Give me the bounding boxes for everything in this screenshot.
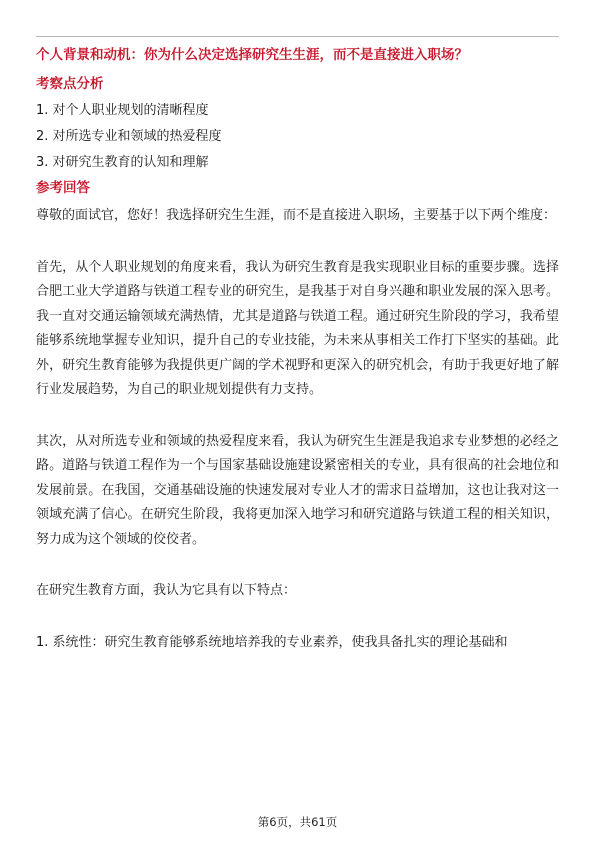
paragraph-gap	[36, 552, 559, 579]
answer-paragraph: 在研究生教育方面，我认为它具有以下特点：	[36, 583, 297, 598]
answer-heading: 参考回答	[36, 180, 90, 196]
answer-paragraph: 1. 系统性：研究生教育能够系统地培养我的专业素养，使我具备扎实的理论基础和	[36, 634, 508, 650]
paragraph-gap	[36, 403, 559, 430]
paragraph-gap	[36, 604, 559, 631]
answer-paragraph: 其次，从对所选专业和领域的热爱程度来看，我认为研究生生涯是我追求专业梦想的必经之路。道路与铁道工程作为一个与国家基础设施建设紧密相关的专业，具有很高的社会地位和发展前景。在我国，交通基础设施的快速发展对专业人才的需求日益增加，这也让我对这一领域充满了信心。在研究生阶段，我将更加深入地学习和研究道路与铁道工程的相关知识，努力成为这个领域的佼佼者。	[36, 433, 559, 547]
analysis-heading: 考察点分析	[36, 76, 104, 92]
answer-paragraph: 首先，从个人职业规划的角度来看，我认为研究生教育是我实现职业目标的重要步骤。选择合肥工业大学道路与铁道工程专业的研究生，是我基于对自身兴趣和职业发展的深入思考。我一直对交通运输领域充满热情，尤其是道路与铁道工程。通过研究生阶段的学习，我希望能够系统地掌握专业知识，提升自己的专业技能，为未来从事相关工作打下坚实的基础。此外，研究生教育能够为我提供更广阔的学术视野和更深入的研究机会，有助于我更好地了解行业发展趋势，为自己的职业规划提供有力支持。	[36, 259, 559, 397]
paragraph-gap	[36, 229, 559, 256]
document-page	[36, 44, 559, 655]
analysis-point: 2. 对所选专业和领域的热爱程度	[36, 129, 222, 144]
analysis-point: 3. 对研究生教育的认知和理解	[36, 155, 209, 170]
page-number: 第6页，共61页	[257, 815, 338, 829]
analysis-point: 1. 对个人职业规划的清晰程度	[36, 103, 209, 118]
question-title: 个人背景和动机：你为什么决定选择研究生生涯，而不是直接进入职场？	[36, 47, 468, 63]
header-rule	[36, 36, 559, 37]
answer-paragraph: 尊敬的面试官，您好！我选择研究生生涯，而不是直接进入职场，主要基于以下两个维度：	[36, 208, 557, 223]
analysis-points	[36, 100, 559, 174]
